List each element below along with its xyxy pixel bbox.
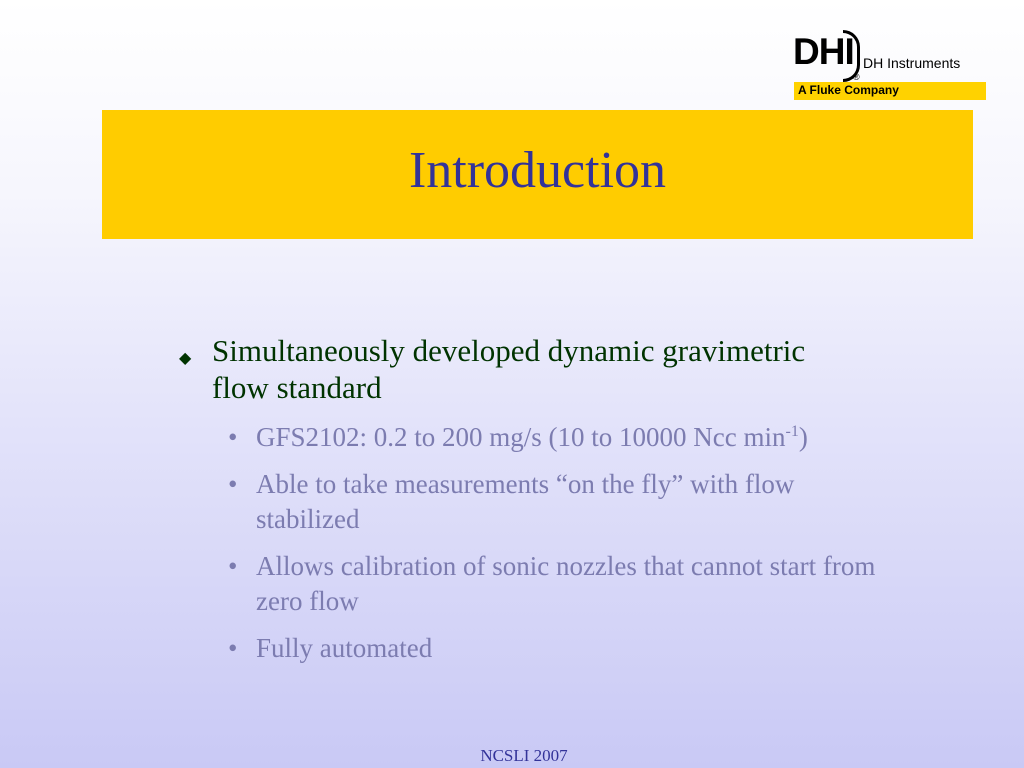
- registered-mark: ®: [853, 72, 860, 82]
- logo-company-name: DH Instruments: [863, 55, 961, 71]
- logo-tagline: A Fluke Company: [798, 83, 899, 97]
- title-banner: [102, 110, 973, 239]
- main-bullet: [176, 332, 832, 406]
- sub-bullet-text: Fully automated: [256, 633, 433, 663]
- bullet-dot-icon: •: [228, 469, 238, 499]
- sub-bullet-item: [226, 549, 896, 619]
- bullet-dot-icon: •: [228, 633, 238, 663]
- slide-footer: NCSLI 2007: [480, 746, 568, 765]
- diamond-bullet-icon: ◆: [179, 348, 192, 367]
- slide-title: Introduction: [408, 142, 667, 199]
- company-logo: [791, 24, 987, 100]
- bullet-dot-icon: •: [228, 422, 238, 452]
- sub-bullet-suffix: ): [798, 422, 808, 452]
- slide-content: [176, 332, 916, 678]
- bullet-dot-icon: •: [228, 551, 238, 581]
- sub-bullet-superscript: -1: [785, 423, 799, 440]
- logo-mark: DHI: [793, 31, 854, 72]
- sub-bullet-text: Allows calibration of sonic nozzles that cannot start from zero flow: [256, 551, 876, 616]
- main-bullet-text: Simultaneously developed dynamic gravimetric flow standard: [212, 333, 806, 405]
- sub-bullet-text: Able to take measurements “on the fly” with flow stabilized: [256, 469, 795, 534]
- sub-bullet-text: GFS2102: 0.2 to 200 mg/s (10 to 10000 Ncc min: [256, 422, 786, 452]
- logo-tagline-bar: [794, 82, 986, 100]
- sub-bullet-list: [176, 420, 916, 666]
- sub-bullet-item: [226, 420, 896, 455]
- sub-bullet-item: [226, 631, 896, 666]
- sub-bullet-item: [226, 467, 896, 537]
